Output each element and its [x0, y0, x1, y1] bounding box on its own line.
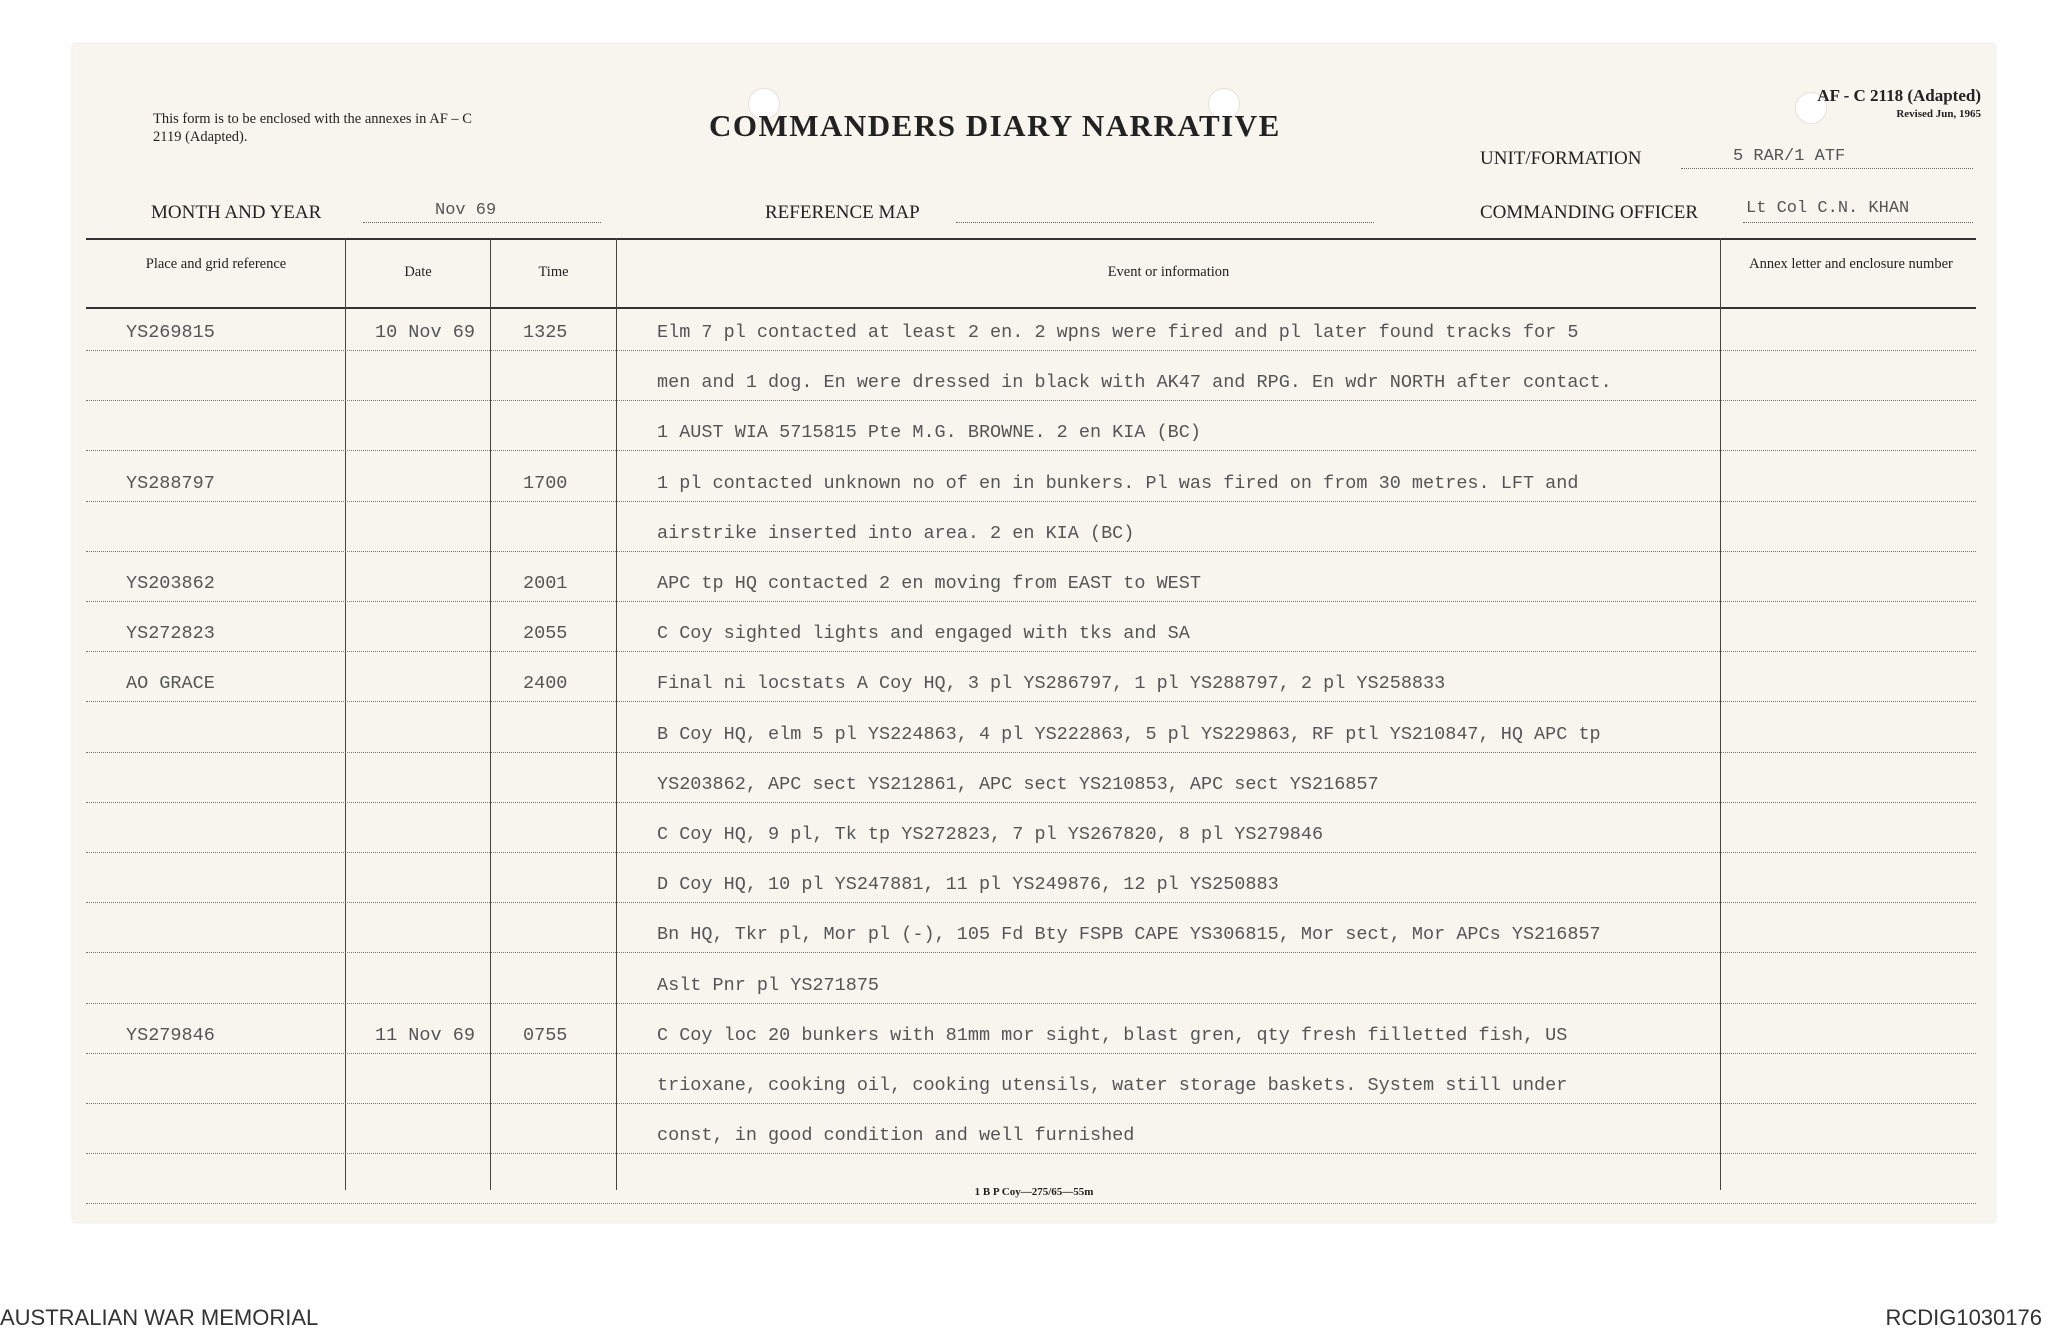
row-dotted-rule [86, 551, 1976, 552]
row-event: 1 AUST WIA 5715815 Pte M.G. BROWNE. 2 en KIA (BC) [657, 422, 1201, 444]
row-dotted-rule [86, 601, 1976, 602]
instruction-note: This form is to be enclosed with the annexes in AF – C 2119 (Adapted). [153, 111, 472, 145]
row-date: 11 Nov 69 [375, 1024, 475, 1046]
reference-map-label: REFERENCE MAP [765, 202, 920, 223]
column-header-place: Place and grid reference [145, 256, 287, 272]
row-dotted-rule [86, 400, 1976, 401]
row-event: airstrike inserted into area. 2 en KIA (BC) [657, 522, 1135, 544]
row-dotted-rule [86, 450, 1976, 451]
month-year-label: MONTH AND YEAR [151, 202, 322, 223]
row-event: Bn HQ, Tkr pl, Mor pl (-), 105 Fd Bty FSPB CAPE YS306815, Mor sect, Mor APCs YS216857 [657, 924, 1601, 946]
table-top-rule [86, 238, 1976, 240]
row-event: YS203862, APC sect YS212861, APC sect YS210853, APC sect YS216857 [657, 773, 1379, 795]
row-event: APC tp HQ contacted 2 en moving from EAST to WEST [657, 573, 1201, 594]
row-place: YS272823 [126, 623, 215, 645]
row-event: Final ni locstats A Coy HQ, 3 pl YS286797, 1 pl YS288797, 2 pl YS258833 [657, 673, 1446, 695]
scan-top-margin [0, 0, 2047, 44]
form-title: COMMANDERS DIARY NARRATIVE [709, 108, 1281, 143]
row-dotted-rule [86, 701, 1976, 702]
row-time: 2400 [523, 673, 568, 695]
row-dotted-rule [86, 752, 1976, 753]
diary-table [86, 238, 1976, 1191]
archive-caption-right: RCDIG1030176 [1885, 1305, 2042, 1330]
form-code: AF - C 2118 (Adapted) [1817, 86, 1981, 105]
row-event: Aslt Pnr pl YS271875 [657, 974, 880, 996]
commanding-officer-label: COMMANDING OFFICER [1480, 202, 1698, 223]
diary-form-sheet [73, 44, 1995, 1222]
column-header-time: Time [538, 264, 569, 280]
row-event: men and 1 dog. En were dressed in black with AK47 and RPG. En wdr NORTH after contact. [657, 372, 1612, 394]
table-header-rule [86, 307, 1976, 309]
row-event: B Coy HQ, elm 5 pl YS224863, 4 pl YS222863, 5 pl YS229863, RF ptl YS210847, HQ APC tp [657, 723, 1601, 745]
row-event: 1 pl contacted unknown no of en in bunkers. Pl was fired on from 30 metres. LFT and [657, 472, 1579, 494]
revision-date: Revised Jun, 1965 [1896, 108, 1981, 120]
archive-caption-left: AUSTRALIAN WAR MEMORIAL [0, 1305, 319, 1330]
row-place: YS279846 [126, 1024, 215, 1046]
column-header-annex: Annex letter and enclosure number [1749, 256, 1953, 272]
row-time: 1700 [523, 472, 568, 494]
row-event: Elm 7 pl contacted at least 2 en. 2 wpns were fired and pl later found tracks for 5 [657, 322, 1579, 343]
row-dotted-rule [86, 501, 1976, 502]
row-dotted-rule [86, 651, 1976, 652]
row-dotted-rule [86, 902, 1976, 903]
month-year-value: Nov 69 [435, 201, 497, 220]
form-number-block [1817, 86, 1981, 120]
row-dotted-rule [86, 802, 1976, 803]
row-dotted-rule [86, 852, 1976, 853]
row-place: YS288797 [126, 472, 215, 494]
unit-formation-line [1681, 168, 1973, 169]
commanding-officer-value: Lt Col C.N. KHAN [1746, 199, 1910, 218]
month-year-line [363, 222, 601, 223]
divider-date-time [490, 238, 491, 1190]
row-dotted-rule [86, 1103, 1976, 1104]
row-time: 0755 [523, 1024, 568, 1046]
row-dotted-rule [86, 1153, 1976, 1154]
row-event: C Coy sighted lights and engaged with tks and SA [657, 623, 1190, 645]
column-header-date: Date [404, 264, 432, 280]
row-place: AO GRACE [126, 673, 215, 695]
row-dotted-rule [86, 952, 1976, 953]
divider-place-date [345, 238, 346, 1190]
divider-event-annex [1720, 238, 1721, 1190]
row-place: YS269815 [126, 322, 215, 343]
row-event: D Coy HQ, 10 pl YS247881, 11 pl YS249876, 12 pl YS250883 [657, 874, 1279, 896]
row-dotted-rule [86, 350, 1976, 351]
row-dotted-rule [86, 1053, 1976, 1054]
commanding-officer-line [1743, 222, 1973, 223]
row-time: 2001 [523, 573, 568, 594]
row-date: 10 Nov 69 [375, 322, 475, 343]
row-event: C Coy HQ, 9 pl, Tk tp YS272823, 7 pl YS267820, 8 pl YS279846 [657, 824, 1324, 845]
row-time: 2055 [523, 623, 568, 645]
divider-time-event [616, 238, 617, 1190]
row-place: YS203862 [126, 573, 215, 594]
unit-formation-label: UNIT/FORMATION [1480, 148, 1642, 169]
column-header-event: Event or information [1107, 264, 1230, 280]
row-event: C Coy loc 20 bunkers with 81mm mor sight, blast gren, qty fresh filletted fish, US [657, 1024, 1568, 1046]
row-time: 1325 [523, 322, 568, 343]
printer-code: 1 B P Coy—275/65—55m [974, 1186, 1094, 1198]
row-event: const, in good condition and well furnished [657, 1125, 1135, 1147]
unit-formation-value: 5 RAR/1 ATF [1733, 147, 1846, 166]
row-event: trioxane, cooking oil, cooking utensils, water storage baskets. System still under [657, 1075, 1568, 1096]
row-dotted-rule [86, 1203, 1976, 1204]
row-dotted-rule [86, 1003, 1976, 1004]
reference-map-line [956, 222, 1374, 223]
